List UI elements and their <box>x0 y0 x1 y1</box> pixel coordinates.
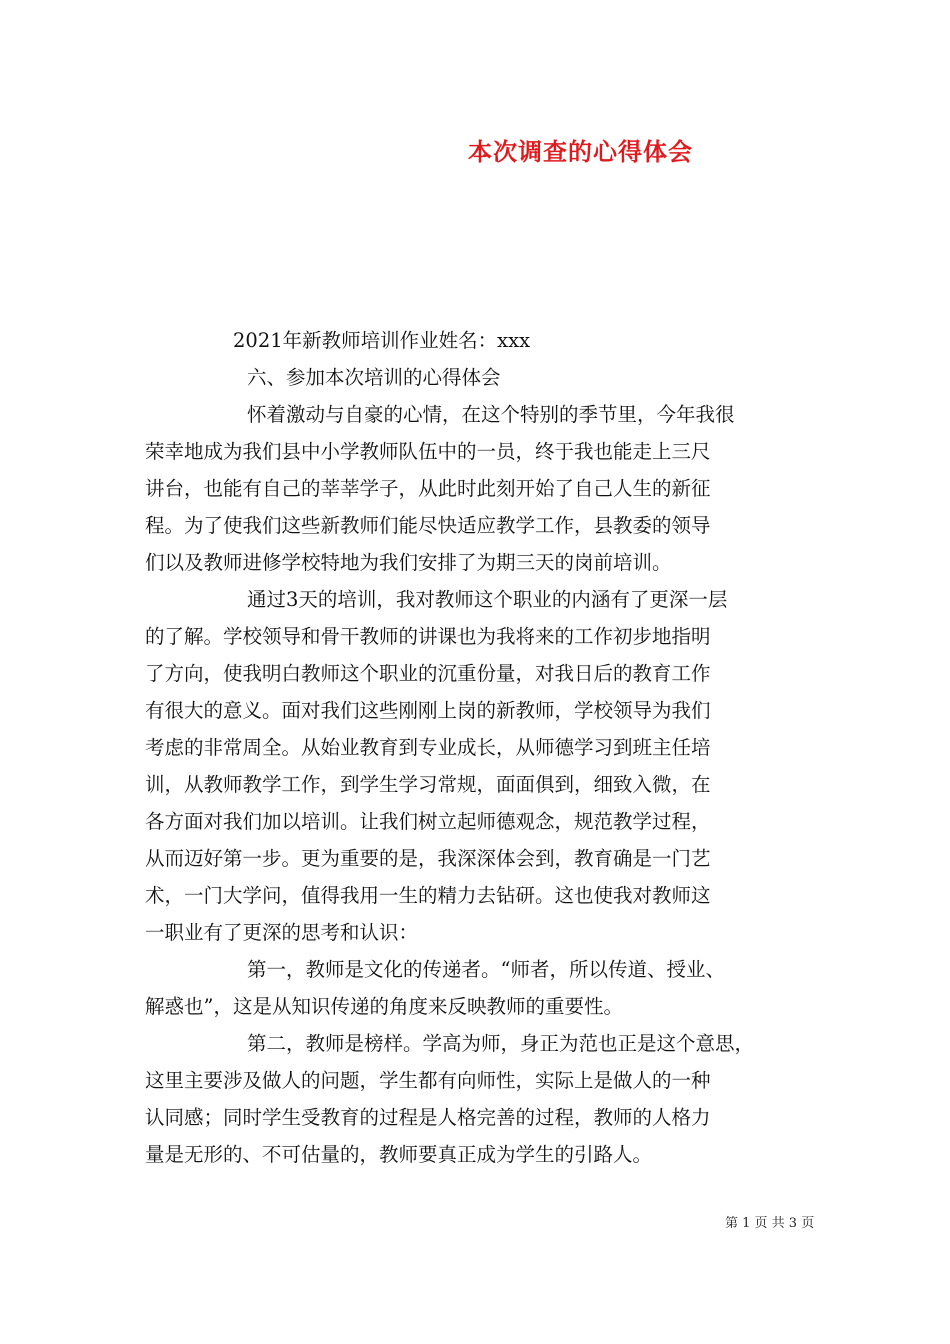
meta-line: 2021年新教师培训作业姓名：xxx <box>233 329 531 352</box>
paragraph-line: 术，一门大学问，值得我用一生的精力去钻研。这也使我对教师这 <box>145 884 711 907</box>
paragraph-line: 有很大的意义。面对我们这些刚刚上岗的新教师，学校领导为我们 <box>145 699 711 722</box>
paragraph-line: 考虑的非常周全。从始业教育到专业成长，从师德学习到班主任培 <box>145 736 711 759</box>
paragraph-line: 从而迈好第一步。更为重要的是，我深深体会到，教育确是一门艺 <box>145 847 711 870</box>
paragraph-line: 认同感；同时学生受教育的过程是人格完善的过程，教师的人格力 <box>145 1106 711 1129</box>
paragraph-line: 第二，教师是榜样。学高为师，身正为范也正是这个意思， <box>247 1032 755 1055</box>
paragraph-line: 们以及教师进修学校特地为我们安排了为期三天的岗前培训。 <box>145 551 672 574</box>
document-title: 本次调查的心得体会 <box>468 137 693 166</box>
paragraph-line: 了方向，使我明白教师这个职业的沉重份量，对我日后的教育工作 <box>145 662 711 685</box>
paragraph-line: 训，从教师教学工作，到学生学习常规，面面俱到，细致入微，在 <box>145 773 711 796</box>
paragraph-line: 量是无形的、不可估量的，教师要真正成为学生的引路人。 <box>145 1143 653 1166</box>
paragraph-line: 怀着激动与自豪的心情，在这个特别的季节里，今年我很 <box>247 403 735 426</box>
paragraph-line: 程。为了使我们这些新教师们能尽快适应教学工作，县教委的领导 <box>145 514 711 537</box>
section-heading: 六、参加本次培训的心得体会 <box>247 366 501 389</box>
page-number-footer: 第 1 页 共 3 页 <box>725 1216 815 1231</box>
paragraph-line: 第一，教师是文化的传递者。“师者，所以传道、授业、 <box>247 958 725 981</box>
paragraph-line: 一职业有了更深的思考和认识： <box>145 921 419 944</box>
paragraph-line: 这里主要涉及做人的问题，学生都有向师性，实际上是做人的一种 <box>145 1069 711 1092</box>
paragraph-line: 的了解。学校领导和骨干教师的讲课也为我将来的工作初步地指明 <box>145 625 711 648</box>
paragraph-line: 讲台，也能有自己的莘莘学子，从此时此刻开始了自己人生的新征 <box>145 477 711 500</box>
paragraph-line: 解惑也”，这是从知识传递的角度来反映教师的重要性。 <box>145 995 623 1018</box>
paragraph-line: 各方面对我们加以培训。让我们树立起师德观念，规范教学过程， <box>145 810 711 833</box>
paragraph-line: 通过3天的培训，我对教师这个职业的内涵有了更深一层 <box>247 588 728 611</box>
paragraph-line: 荣幸地成为我们县中小学教师队伍中的一员，终于我也能走上三尺 <box>145 440 711 463</box>
